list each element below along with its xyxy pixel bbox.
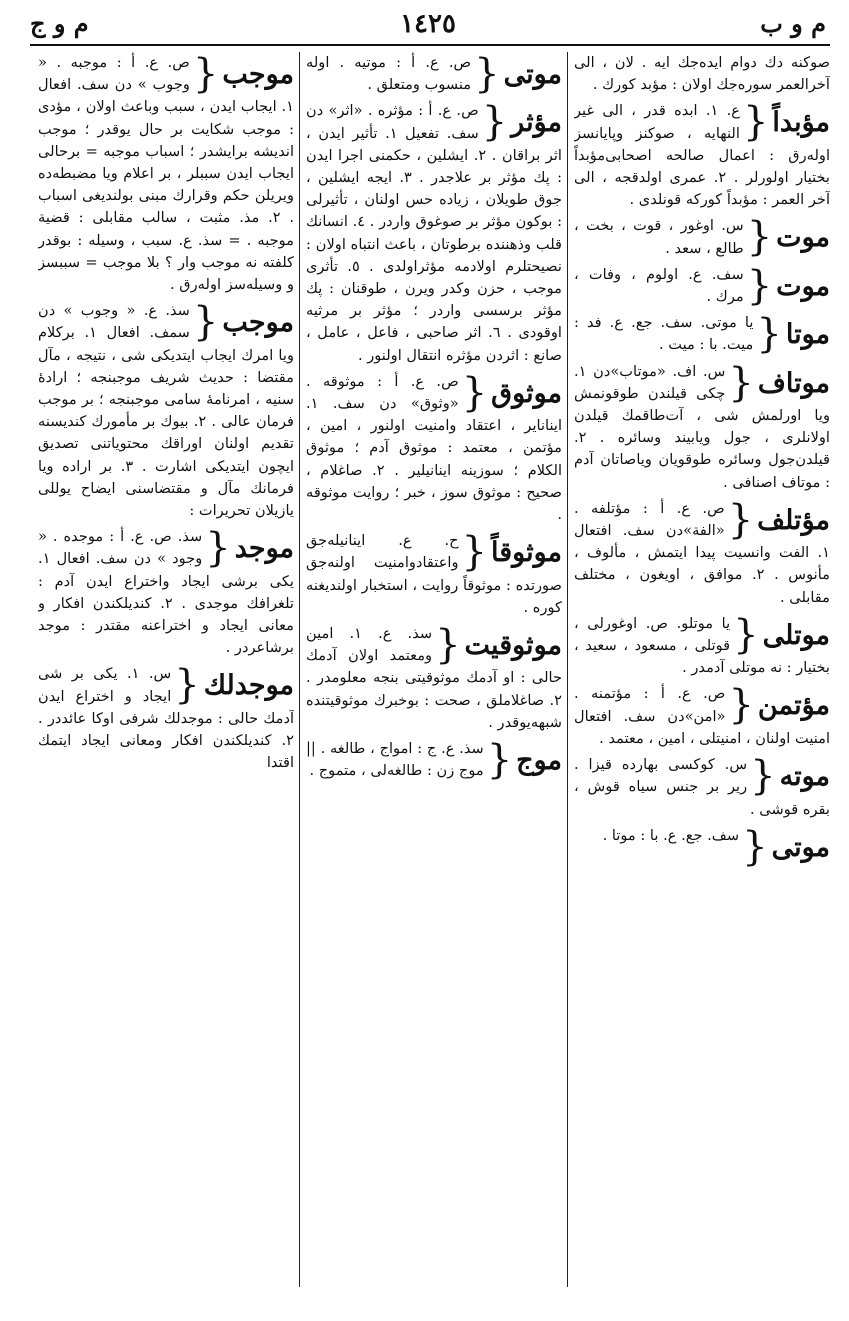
entry-headword: موت: [776, 270, 830, 302]
dictionary-entry: [574, 312, 830, 356]
entry-headword: موتى: [503, 59, 562, 90]
dictionary-entry: [574, 215, 830, 259]
brace-glyph: {: [733, 612, 759, 658]
page-header: [30, 8, 826, 40]
column-divider: [567, 52, 568, 1287]
entry-definition: س. کوکسى بهارده قيزا . رير بر جنس سياه قوش ، بقره قوشى .: [574, 756, 830, 818]
entry-headword: موتا: [785, 319, 830, 351]
entry-definition: ص. ع. أ : موتيه . اوله منسوب ومتعلق .: [306, 54, 472, 94]
brace-glyph: {: [435, 623, 461, 669]
entry-definition: سذ. ع. ١. امين ومعتمد اولان آدمك حالى : او آدمك موثوقيتى بنجه معلومدر . ٢. صاغلاملق ، صحت : بوخبرك موثوقيتنده شبهه‌يوقدر .: [306, 625, 562, 731]
dictionary-entry: [574, 361, 830, 494]
brace-glyph: {: [174, 663, 200, 709]
dictionary-entry: [306, 623, 562, 734]
entry-definition: ح. ع. اينانيله‌جق واعتقادوامنيت اولنه‌جق صورتده : موثوقاً روايت ، استخبار اولندیغنه کوره .: [306, 532, 562, 616]
entry-definition: س. ١. يکى بر شى ايجاد و اختراع ايدن آدمك حالى : موجدلك شرفى اوکا عائددر . ٢. کنديلکندن افکار ومعانى ايجاد ايتمك اقتدا: [38, 665, 294, 772]
entry-definition: سف. جع. ع. با : موتا .: [602, 826, 740, 844]
brace-glyph: {: [461, 530, 487, 576]
brace-glyph: {: [756, 312, 782, 357]
brace-glyph: {: [742, 824, 768, 869]
entry-headword: موته: [779, 761, 830, 793]
entry-definition: ص. ع. أ : مؤثره . «اثر» دن سف. تفعيل ١. تأثير ايدن ، اثر براقان . ٢. ايشلين ، حکمنى اجرا ايدن : پك مؤثر بر علاجدر . ٣. ايجه ايشلين ، جوق طويلان ، زياده حس اولنان ، تأثيرلى : بوکون مؤثر بر صوغوق واردر . ٤. انسانك قلب وذهننده برطوتان ، باعث انتباه اولان : نصيحتلرم اولادمه مؤثراولدى . ٥. تأثرى موجب ، حزن وکدر ويرن ، طوقنان : پك مؤثر برسسى واردر ؛ مؤثر بر مرثيه اوقودى . ٦. اثر صاحبى ، فاعل ، عامل ، صانع : اثردن مؤثره انتقال اولنور .: [306, 102, 562, 364]
entry-headword: مؤبداً: [772, 107, 830, 139]
brace-glyph: {: [728, 683, 754, 729]
column-left: [38, 52, 294, 1292]
entry-definition: ع. ١. ابده قدر ، الى غير النهايه ، صوکنز وپايانسز اوله‌رق : اعمال صالحه اصحابى‌مؤبداً بختيار اولورلر . ٢. عمرى اولدقجه ، الى آخر العمر : مؤبداً کورکه قونلدى .: [574, 102, 830, 209]
dictionary-entry: [38, 52, 294, 296]
brace-glyph: {: [481, 100, 508, 146]
dictionary-entry: [38, 300, 294, 522]
entry-headword: مؤثر: [511, 107, 562, 139]
entry-definition: س. اف. «موتاب»دن ١. چكى قيلندن طوقونمش ويا اورلمش شى ، آت‌طاقمك قيلدن اولانلرى ، جول ويابيند وسائره . ٢. قيلدن‌جول وسائره طوقويان وياصاتان آدم : موتاف اصنافى .: [574, 362, 830, 491]
entry-headword: موجب: [222, 59, 294, 90]
brace-glyph: {: [192, 300, 219, 346]
entry-headword: موج: [516, 745, 562, 777]
entry-definition: ص. ع. أ : مؤتمنه . «امن»دن سف. افتعال امنيت اولنان ، امنيتلى ، امين ، معتمد .: [574, 685, 830, 747]
column-right: [574, 52, 830, 1292]
entry-definition: يا موتى. سف. جع. ع. فد : ميت. با : ميت .: [574, 314, 754, 354]
entry-headword: موت: [776, 222, 830, 254]
entry-headword: موجد: [234, 533, 294, 565]
entry-definition: سذ. ص. ع. أ : موجده . « وجود » دن سف. افعال ١. يکى برشى ايجاد واختراع ايدن آدم : تلغرافك موجدى . ٢. کنديلکندن افکار و معانى ايجاد و اختراعنه مقتدر : موجد برشاعردر .: [38, 528, 294, 657]
brace-glyph: {: [727, 497, 754, 543]
entry-definition: سذ. ع. ج : امواج ، طالغه . || موج زن : طالغه‌لى ، متموج .: [306, 740, 484, 780]
entry-headword: موجدلك: [203, 670, 294, 702]
entry-definition: سف. ع. اولوم ، وفات ، مرك .: [574, 265, 744, 306]
dictionary-entry: [306, 371, 562, 526]
header-left-guide-letters: م و ج: [30, 9, 89, 38]
brace-glyph: {: [728, 360, 754, 406]
header-right-guide-letters: م و ب: [760, 9, 826, 38]
dictionary-entry: [574, 52, 830, 96]
entry-definition: يا موتلو. ص. اوغورلى ، قوتلى ، مسعود ، سعيد ، بختيار : نه موتلى آدمدر .: [574, 614, 830, 677]
entry-headword: موتاف: [757, 367, 830, 399]
entry-headword: موثوق: [491, 377, 562, 409]
entry-headword: موثوقاً: [490, 537, 562, 569]
entry-definition: صوکنه دك دوام ايده‌جك ايه . لان ، الى آخرالعمر سوره‌جك اولان : مؤبد کورك .: [574, 54, 830, 94]
entry-definition: ص. ع. أ : مؤتلفه . «الفة»دن سف. افتعال ١. الفت وانسيت پيدا ايتمش ، مألوف ، مأنوس . ٢. موافق ، اويغون ، مختلف مقابلى .: [574, 499, 830, 606]
entry-headword: موتى: [771, 831, 830, 863]
entry-definition: سذ. ع. « وجوب » دن سمف. افعال ١. برکلام ويا امرك ايجاب ايتديکى شى ، نتيجه ، مآل مقتضا : حديث شريف موجبنجه ؛ ارادۀ سنيه ، امرنامۀ سامى موجبنجه ؛ بر موجب فرمان عالى . ٢. بيوك بر مأمورك کنديسنه تقديم اولنان اوراقك محتوياتنى تصديق ايچون ايتديکى اشارت . ٣. بر اراده ويا فرمانك مآل و مقتضاسنى ايضاح يوللى يازيلان تحريرات :: [38, 302, 294, 520]
brace-glyph: {: [742, 100, 769, 146]
entry-headword: مؤتمن: [757, 690, 830, 722]
dictionary-entry: [574, 754, 830, 821]
entry-headword: مؤتلف: [757, 504, 830, 536]
brace-glyph: {: [746, 215, 773, 260]
dictionary-entry: [574, 825, 830, 869]
entry-headword: موجب: [222, 307, 294, 339]
dictionary-entry: [306, 530, 562, 619]
dictionary-entry: [306, 52, 562, 96]
entry-definition: ص. ع. أ : موثوقه . «وثوق» دن سف. ١. ايناناير ، اعتقاد وامنيت اولنور ، امين ، مؤتمن ، معتمد : موثوق آدم ؛ موثوق الکلام ؛ سوزينه اينانيلير . ٢. صاغلام ، صحيح : موثوق سوز ، خبر ؛ روايت موثوقه .: [306, 372, 562, 524]
dictionary-entry: [38, 526, 294, 659]
column-divider: [299, 52, 300, 1287]
column-middle: [306, 52, 562, 1292]
dictionary-entry: [574, 498, 830, 609]
header-rule: [30, 44, 830, 46]
dictionary-entry: [574, 100, 830, 211]
entry-definition: ص. ع. أ : موجبه . « وجوب » دن سف. افعال ١. ايجاب ايدن ، سبب وباعث اولان ، مؤدى : موجب شکايت بر حال يوقدر ؛ موجب انديشه برايشدر ؛ اسباب موجبه = برحالى ايجاب ايدن سببلر ، بر اعلام ويا مضبطه‌ده ويريلن حکم وقرارك مبنى بولنديغى اسباب . ٢. مذ. مثبت ، سالب مقابلى : قضية موجبه . = سذ. ع. سبب ، وسيله : بوقدر کلفته نه موجب وار ؟ بلا موجب = سببسز و وسيله‌سز اوله‌رق .: [38, 54, 294, 294]
entry-headword: موتلى: [762, 619, 830, 651]
brace-glyph: {: [486, 738, 513, 783]
dictionary-entry: [38, 663, 294, 774]
dictionary-columns: [30, 52, 830, 1292]
dictionary-entry: [306, 738, 562, 782]
brace-glyph: {: [474, 52, 500, 97]
dictionary-entry: [574, 683, 830, 750]
entry-headword: موثوقيت: [464, 630, 562, 662]
dictionary-entry: [574, 613, 830, 680]
brace-glyph: {: [461, 370, 488, 416]
brace-glyph: {: [205, 526, 231, 572]
page-number: ١٤٢٥: [400, 9, 456, 39]
entry-definition: س. اوغور ، قوت ، بخت ، طالع ، سعد .: [574, 217, 744, 257]
dictionary-entry: [306, 100, 562, 366]
dictionary-entry: [574, 264, 830, 308]
brace-glyph: {: [192, 52, 219, 97]
brace-glyph: {: [746, 263, 773, 309]
brace-glyph: {: [750, 754, 776, 800]
